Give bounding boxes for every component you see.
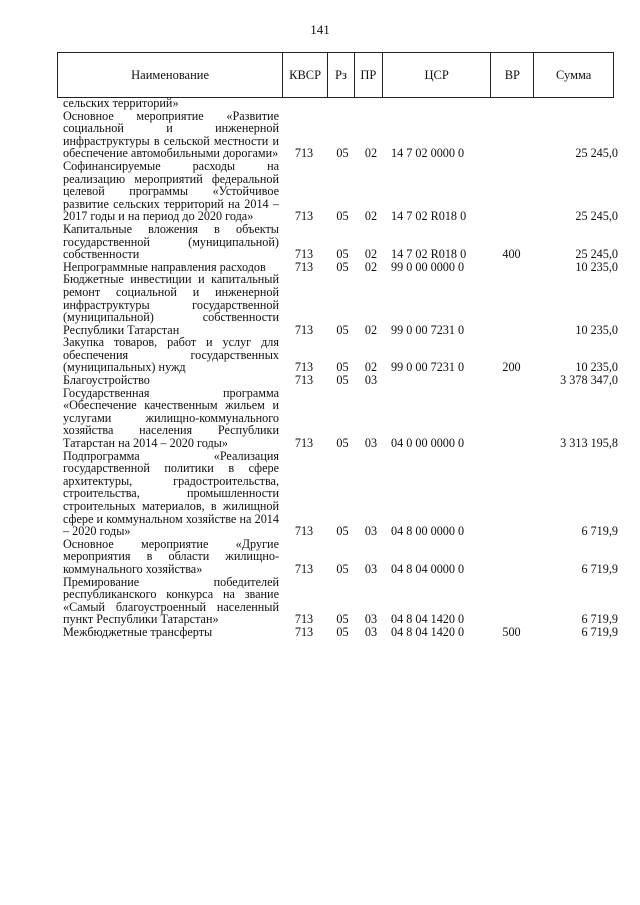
row-name: сельских территорий»: [63, 96, 179, 110]
row-csr: 99 0 00 7231 0: [391, 360, 465, 375]
table-row: [63, 450, 618, 538]
row-pr: 02: [364, 322, 378, 337]
table-row: [63, 336, 618, 374]
row-pr: 02: [364, 146, 378, 161]
row-kvsr: 713: [294, 524, 314, 539]
row-rz: 05: [336, 146, 349, 161]
row-name: Капитальные вложения в объекты государственной (муниципальной) собственности: [63, 221, 279, 262]
row-name: Софинансируемые расходы на реализацию мероприятий федеральной целевой программы «Устойчивое развитие сельских территорий на 2014 – 2017 годы и на период до 2020 года»: [63, 158, 279, 224]
row-sum: 25 245,0: [575, 209, 618, 224]
row-rz: 05: [336, 322, 349, 337]
table-row: [63, 273, 618, 336]
row-name: Бюджетные инвестиции и капитальный ремонт социальной и инженерной инфраструктуры государственной (муниципальной) собственности Республики Татарстан: [63, 272, 279, 337]
row-csr: 14 7 02 0000 0: [391, 146, 465, 161]
row-pr: 03: [364, 624, 378, 639]
row-kvsr: 713: [294, 209, 314, 224]
row-pr: 02: [364, 209, 378, 224]
table-row: [63, 97, 618, 110]
row-rz: 05: [336, 624, 349, 639]
row-rz: 05: [336, 612, 349, 627]
row-name: Основное мероприятие «Развитие социальной и инженерной инфраструктуры в сельской местности и обеспечение автомобильными дорогами»: [63, 108, 279, 161]
table-row: [63, 387, 618, 450]
row-kvsr: 713: [294, 247, 314, 262]
row-vr: 400: [502, 247, 521, 262]
row-pr: 03: [364, 524, 378, 539]
table-header: [57, 52, 614, 98]
row-pr: 02: [364, 247, 378, 262]
row-rz: 05: [336, 436, 349, 451]
column-header-csr: ЦСР: [383, 53, 492, 97]
row-kvsr: 713: [294, 259, 314, 274]
column-header-vr: ВР: [491, 53, 534, 97]
row-kvsr: 713: [294, 360, 314, 375]
row-vr: 200: [502, 360, 521, 375]
row-rz: 05: [336, 373, 349, 388]
row-sum: 25 245,0: [575, 247, 618, 262]
row-csr: 04 0 00 0000 0: [391, 436, 465, 451]
row-vr: 500: [502, 624, 521, 639]
table-body: [63, 97, 618, 639]
row-csr: 99 0 00 7231 0: [391, 322, 465, 337]
row-csr: 04 8 04 1420 0: [391, 624, 465, 639]
row-rz: 05: [336, 247, 349, 262]
row-rz: 05: [336, 259, 349, 274]
row-sum: 10 235,0: [575, 259, 618, 274]
column-header-rz: Рз: [328, 53, 355, 97]
table-row: [63, 626, 618, 639]
row-pr: 02: [364, 259, 378, 274]
table-row: [63, 374, 618, 387]
table-row: [63, 160, 618, 223]
row-sum: 6 719,9: [581, 612, 618, 627]
row-name: Благоустройство: [63, 373, 150, 388]
row-rz: 05: [336, 360, 349, 375]
row-kvsr: 713: [294, 436, 314, 451]
row-name: Премирование победителей республиканского конкурса на звание «Самый благоустроенный населенный пункт Республики Татарстан»: [63, 574, 279, 627]
column-header-name: Наименование: [58, 53, 283, 97]
row-kvsr: 713: [294, 624, 314, 639]
column-header-sum: Сумма: [555, 67, 592, 82]
table-row: [63, 223, 618, 261]
row-name: Закупка товаров, работ и услуг для обеспечения государственных (муниципальных) нужд: [63, 335, 279, 375]
column-header-pr: ПР: [355, 53, 383, 97]
row-csr: 14 7 02 R018 0: [391, 209, 467, 224]
page-number: 141: [310, 22, 330, 37]
row-kvsr: 713: [294, 322, 314, 337]
row-sum: 6 719,9: [581, 561, 618, 576]
row-sum: 6 719,9: [581, 524, 618, 539]
row-csr: 14 7 02 R018 0: [391, 247, 467, 262]
table-row: [63, 110, 618, 160]
row-name: Основное мероприятие «Другие мероприятия в области жилищно-коммунального хозяйства»: [63, 536, 279, 576]
row-pr: 03: [364, 373, 378, 388]
row-csr: 99 0 00 0000 0: [391, 259, 465, 274]
row-sum: 25 245,0: [575, 146, 618, 161]
row-pr: 03: [364, 436, 378, 451]
row-name: Подпрограмма «Реализация государственной политики в сфере архитектуры, градостроительства, строительства, промышленности строительных материалов, в жилищной сфере и коммунальном хозяйстве на 2014 – 2020 годы»: [63, 448, 279, 539]
row-pr: 02: [364, 360, 378, 375]
row-sum: 3 313 195,8: [560, 436, 618, 451]
row-csr: 04 8 04 1420 0: [391, 612, 465, 627]
row-pr: 03: [364, 612, 378, 627]
row-rz: 05: [336, 524, 349, 539]
row-sum: 6 719,9: [581, 624, 618, 639]
row-rz: 05: [336, 561, 349, 576]
row-name: Государственная программа «Обеспечение качественным жильем и услугами жилищно-коммунального хозяйства населения Республики Татарстан на 2014 – 2020 годы»: [63, 385, 279, 451]
row-sum: 3 378 347,0: [560, 373, 618, 388]
row-sum: 10 235,0: [575, 322, 618, 337]
row-pr: 03: [364, 561, 378, 576]
row-name: Непрограммные направления расходов: [63, 259, 266, 274]
row-name: Межбюджетные трансферты: [63, 624, 213, 639]
table-row: [63, 538, 618, 576]
column-header-kvsr: КВСР: [283, 53, 328, 97]
row-kvsr: 713: [294, 146, 314, 161]
row-csr: 04 8 04 0000 0: [391, 561, 465, 576]
row-kvsr: 713: [294, 561, 314, 576]
row-kvsr: 713: [294, 612, 314, 627]
row-sum: 10 235,0: [575, 360, 618, 375]
row-rz: 05: [336, 209, 349, 224]
row-csr: 04 8 00 0000 0: [391, 524, 465, 539]
row-kvsr: 713: [294, 373, 314, 388]
table-row: [63, 576, 618, 626]
